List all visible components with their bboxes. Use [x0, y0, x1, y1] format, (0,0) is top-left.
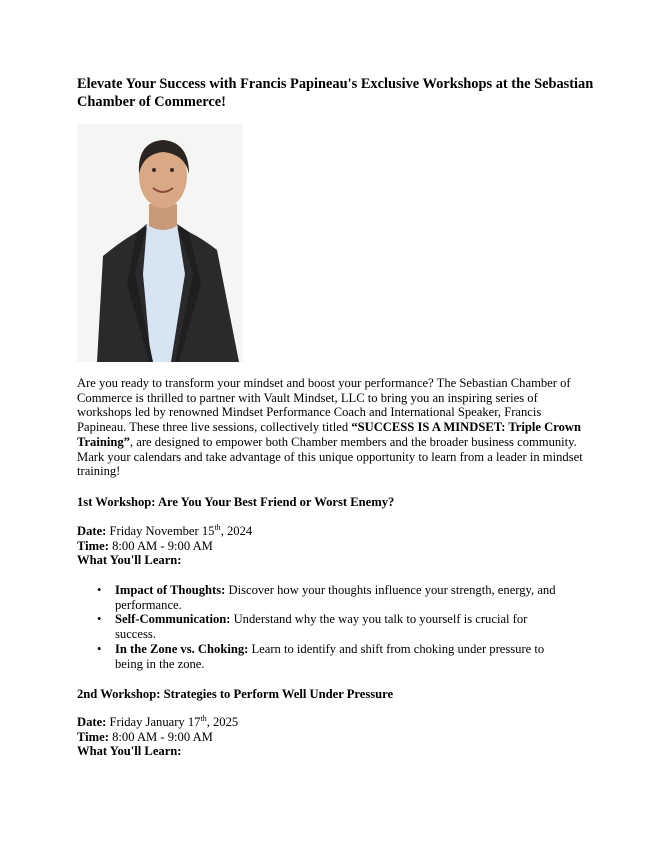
workshop-2-learn-label: What You'll Learn:	[77, 744, 182, 759]
workshop-1-bullet-list	[77, 583, 557, 671]
list-item: • Impact of Thoughts: Discover how your thoughts influence your strength, energy, and performance.	[97, 583, 556, 612]
workshop-2-time: Time: 8:00 AM - 9:00 AM	[77, 729, 213, 744]
workshop-1-date: Date: Friday November 15th, 2024	[77, 522, 253, 538]
speaker-photo	[77, 124, 243, 362]
workshop-2-heading: 2nd Workshop: Strategies to Perform Well Under Pressure	[77, 687, 394, 701]
workshop-2-date: Date: Friday January 17th, 2025	[77, 713, 239, 729]
intro-paragraph: Are you ready to transform your mindset and boost your performance? The Sebastian Chamber of Commerce is thrilled to partner with Vault Mindset, LLC to bring you an inspiring series of workshops led by renowned Mindset Performance Coach and International Speaker, Francis Papineau. These three live sessions, collectively titled “SUCCESS IS A MINDSET: Triple Crown Training”, are designed to empower both Chamber members and the broader business community. Mark your calendars and take advantage of this unique opportunity to learn from a leader in mindset training!	[77, 376, 583, 479]
workshop-1-heading: 1st Workshop: Are You Your Best Friend or Worst Enemy?	[77, 495, 395, 509]
workshop-2-details	[77, 715, 597, 759]
workshop-1-learn-label: What You'll Learn:	[77, 553, 182, 568]
list-item: • Self-Communication: Understand why the way you talk to yourself is crucial for success.	[97, 612, 528, 642]
workshop-1-details	[77, 524, 597, 568]
page-title: Elevate Your Success with Francis Papineau's Exclusive Workshops at the Sebastian Chamber of Commerce!	[77, 76, 594, 110]
list-item: • In the Zone vs. Choking: Learn to identify and shift from choking under pressure to being in the zone.	[97, 641, 545, 671]
workshop-1-time: Time: 8:00 AM - 9:00 AM	[77, 538, 213, 553]
program-title: “SUCCESS IS A MINDSET: Triple Crown Training”	[77, 420, 581, 449]
